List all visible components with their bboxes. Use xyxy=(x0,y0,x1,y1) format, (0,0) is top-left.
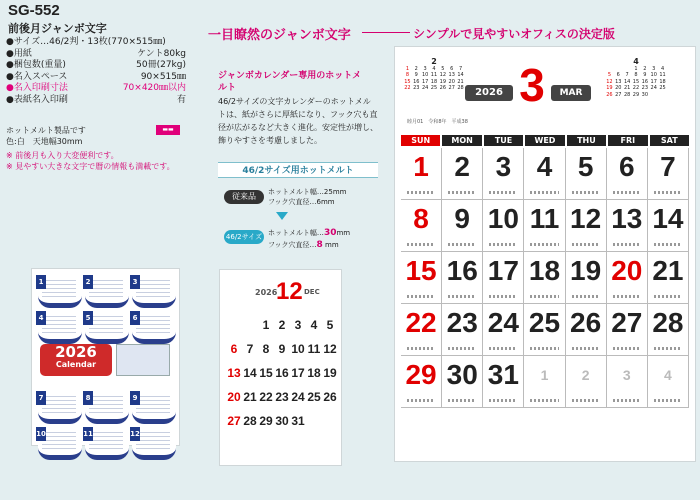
day-cell: 20 xyxy=(607,252,648,304)
day-cell: 13 xyxy=(607,200,648,252)
day-cell: 28 xyxy=(648,304,689,356)
spec-row xyxy=(6,95,186,107)
day-cell: 4 xyxy=(524,148,565,200)
day-grid xyxy=(401,148,689,408)
mini-day: 6 xyxy=(450,65,454,72)
mini-day: 27 xyxy=(615,91,622,98)
spec-value: 90×515㎜ xyxy=(140,71,186,82)
weekday-label: SUN xyxy=(401,135,440,146)
day-cell: 2 xyxy=(442,148,483,200)
mini-day: 26 xyxy=(439,85,447,91)
cover-year: 2026 xyxy=(55,343,97,361)
bc-subtitle: 睦月01 令和8年 平成38 xyxy=(407,119,468,125)
cover-month-grid xyxy=(89,393,123,416)
mini-day: 23 xyxy=(641,85,649,91)
c2-day: 13 xyxy=(227,366,241,380)
c2-week xyxy=(226,318,338,332)
day-cell: 6 xyxy=(607,148,648,200)
day-cell: 25 xyxy=(524,304,565,356)
day-cell: 30 xyxy=(442,356,483,408)
c2-day: 27 xyxy=(227,414,241,428)
day-cell: 8 xyxy=(401,200,442,252)
c2-day: 7 xyxy=(246,342,254,356)
cover-month-num: 11 xyxy=(83,427,93,441)
mini-day: 26 xyxy=(606,91,613,98)
spec-label: ●名入印刷寸法 xyxy=(6,83,68,93)
mini-day: 1 xyxy=(634,65,638,72)
c2-day: 3 xyxy=(294,318,302,332)
c2-day xyxy=(242,318,258,332)
cover-month-num: 10 xyxy=(36,427,46,441)
c2-week xyxy=(226,414,338,428)
main-calendar xyxy=(394,46,696,462)
c2-day: 11 xyxy=(307,342,321,356)
c2-day: 25 xyxy=(307,390,321,404)
c2-day: 4 xyxy=(310,318,318,332)
mini-day: 17 xyxy=(650,78,657,85)
c2-day: 23 xyxy=(275,390,289,404)
mini-day: 25 xyxy=(430,85,438,91)
mini-day: 17 xyxy=(421,78,429,85)
cover-month-grid xyxy=(42,277,76,300)
weekday-label: FRI xyxy=(608,135,647,146)
c2-day: 12 xyxy=(323,342,337,356)
cover-month-num: 4 xyxy=(36,311,46,325)
mini-day: 16 xyxy=(641,78,649,85)
cover-month-grid xyxy=(42,393,76,416)
c2-day: 29 xyxy=(259,414,273,428)
c2-day: 24 xyxy=(291,390,305,404)
day-cell: 10 xyxy=(483,200,524,252)
cover-month-grid xyxy=(136,393,170,416)
day-cell: 22 xyxy=(401,304,442,356)
mini-day: 13 xyxy=(448,72,455,78)
weekday-label: THU xyxy=(567,135,606,146)
c2-day: 2 xyxy=(278,318,286,332)
cover-banner xyxy=(40,344,112,376)
spec-row xyxy=(6,37,186,49)
day-cell: 14 xyxy=(648,200,689,252)
spec-label: ●用紙 xyxy=(6,48,32,59)
cover-month xyxy=(85,273,129,308)
mini-day: 9 xyxy=(643,72,647,78)
hotmelt-note: ホットメルト製品です 色:白 天地幅30mm xyxy=(6,126,86,146)
prev-month-mini: 2 1 2 3 4 5 6 7 8 9 10 11 12 13 14 15 16 17 18 19 20 21 22 23 24 25 26 27 28 xyxy=(404,57,464,91)
mini-day: 4 xyxy=(432,65,436,72)
cover-month-grid xyxy=(136,313,170,336)
notes: ※ 前後月も入り大変便利です。 ※ 見やすい大きな文字で曆の情報も満載です。 xyxy=(6,151,175,171)
desc-title: ジャンボカレンダー専用のホットメルト xyxy=(218,71,362,93)
cover-month xyxy=(132,273,176,308)
day-cell: 27 xyxy=(607,304,648,356)
cover-month-num: 2 xyxy=(83,275,93,289)
mini-day: 22 xyxy=(404,85,411,91)
spec-value: 70×420㎜以内 xyxy=(122,83,186,93)
day-cell: 1 xyxy=(524,356,565,408)
arrow-down-icon xyxy=(276,212,288,220)
c2-day: 21 xyxy=(243,390,257,404)
bc-month: 3 xyxy=(519,59,545,111)
mini-day: 28 xyxy=(457,85,464,91)
c2-day xyxy=(322,414,338,428)
c2-day xyxy=(306,414,322,428)
cover-month xyxy=(85,425,129,460)
cover-calendar xyxy=(31,268,180,446)
c2-day: 22 xyxy=(259,390,273,404)
weekday-label: TUE xyxy=(484,135,523,146)
c2-day: 15 xyxy=(259,366,273,380)
mini-day: 5 xyxy=(607,72,612,78)
cover-month-num: 8 xyxy=(83,391,93,405)
spec-label: ●サイズ…46/2判・13枚(770×515㎜) xyxy=(6,37,166,47)
cover-month xyxy=(132,425,176,460)
sample-calendar-december xyxy=(219,269,342,466)
c2-day: 10 xyxy=(291,342,305,356)
c2-day: 19 xyxy=(323,366,337,380)
mini-day: 8 xyxy=(405,72,410,78)
c2-month-label: DEC xyxy=(304,288,320,296)
cover-month-num: 9 xyxy=(130,391,140,405)
mini-day: 28 xyxy=(623,91,631,98)
c2-day xyxy=(226,318,242,332)
mini-day: 4 xyxy=(660,65,665,72)
cover-month-grid xyxy=(42,429,76,452)
mini-day: 27 xyxy=(448,85,455,91)
cover-month-num: 1 xyxy=(36,275,46,289)
mini-day: 10 xyxy=(650,72,657,78)
spec-row xyxy=(6,49,186,61)
mini-day: 21 xyxy=(457,78,464,85)
c2-day: 18 xyxy=(307,366,321,380)
c2-day: 5 xyxy=(326,318,334,332)
c2-day: 30 xyxy=(275,414,289,428)
mini-day: 30 xyxy=(641,91,649,98)
day-cell: 19 xyxy=(566,252,607,304)
mini-day: 3 xyxy=(652,65,656,72)
day-cell: 31 xyxy=(483,356,524,408)
c2-day: 9 xyxy=(278,342,286,356)
c2-week xyxy=(226,342,338,356)
cover-month-grid xyxy=(42,313,76,336)
mini-day: 15 xyxy=(404,78,411,85)
c2-week xyxy=(226,390,338,404)
cover-month-grid xyxy=(136,277,170,300)
mini-day: 18 xyxy=(430,78,438,85)
mini-day: 18 xyxy=(659,78,666,85)
size-bar: 46/2サイズ用ホットメルト xyxy=(218,162,378,178)
weekday-label: MON xyxy=(442,135,481,146)
spec-value: 有 xyxy=(176,94,186,105)
c2-day: 14 xyxy=(243,366,257,380)
mini-day: 29 xyxy=(632,91,640,98)
day-cell: 12 xyxy=(566,200,607,252)
cover-word: Calendar xyxy=(55,360,97,369)
mini-day: 24 xyxy=(650,85,657,91)
hotmelt-icon: ▬▬ xyxy=(156,125,180,135)
mini-day: 20 xyxy=(448,78,455,85)
spec-row xyxy=(6,83,186,95)
mini-day: 2 xyxy=(643,65,647,72)
mini-day: 6 xyxy=(616,72,620,78)
c2-week xyxy=(226,366,338,380)
mini-day: 14 xyxy=(457,72,464,78)
day-cell: 15 xyxy=(401,252,442,304)
weekday-label: WED xyxy=(525,135,564,146)
product-name: 前後月ジャンボ文字 xyxy=(8,22,107,35)
old-tag: 従来品 xyxy=(224,190,264,204)
c2-day: 6 xyxy=(230,342,238,356)
mini-day: 11 xyxy=(430,72,438,78)
next-month-mini: 4 1 2 3 4 5 6 7 8 9 10 11 12 13 14 15 16 17 18 19 20 21 22 23 24 25 26 27 28 29 30 xyxy=(606,57,666,98)
c2-day: 31 xyxy=(291,414,305,428)
mini-day: 12 xyxy=(606,78,613,85)
headline: 一目瞭然のジャンボ文字 xyxy=(208,28,351,43)
mini-day: 12 xyxy=(439,72,447,78)
mini-day: 23 xyxy=(413,85,420,91)
spec-value: 50冊(27kg) xyxy=(136,60,186,70)
c2-day: 20 xyxy=(227,390,241,404)
c2-year: 2026 xyxy=(255,288,278,297)
day-cell: 24 xyxy=(483,304,524,356)
day-cell: 23 xyxy=(442,304,483,356)
cover-month-num: 6 xyxy=(130,311,140,325)
cover-month-grid xyxy=(89,313,123,336)
bc-month-label: MAR xyxy=(551,85,591,101)
cover-month-num: 12 xyxy=(130,427,140,441)
mini-day: 14 xyxy=(623,78,631,85)
cover-month xyxy=(132,389,176,424)
cover-month xyxy=(85,389,129,424)
cover-month xyxy=(132,309,176,344)
weekday-label: SAT xyxy=(650,135,689,146)
day-cell: 17 xyxy=(483,252,524,304)
day-cell: 5 xyxy=(566,148,607,200)
mini-day: 7 xyxy=(458,65,463,72)
mini-day: 13 xyxy=(615,78,622,85)
mini-day: 2 xyxy=(414,65,418,72)
mini-day: 19 xyxy=(439,78,447,85)
headline-sub: シンプルで見やすいオフィスの決定版 xyxy=(413,27,615,41)
day-cell: 3 xyxy=(607,356,648,408)
mini-day: 7 xyxy=(625,72,629,78)
mini-day: 21 xyxy=(623,85,631,91)
bc-year: 2026 xyxy=(465,85,513,101)
cover-month xyxy=(38,425,82,460)
spec-label: ●名入スペース xyxy=(6,71,68,82)
day-cell: 21 xyxy=(648,252,689,304)
cover-month-grid xyxy=(136,429,170,452)
spec-row xyxy=(6,72,186,84)
c2-day: 28 xyxy=(243,414,257,428)
weekday-header xyxy=(401,135,689,146)
spec-value xyxy=(68,37,186,49)
spec-label: ●表紙名入印刷 xyxy=(6,94,68,105)
cover-month xyxy=(38,309,82,344)
day-cell: 18 xyxy=(524,252,565,304)
c2-month: 12 xyxy=(276,278,303,305)
cover-month xyxy=(38,273,82,308)
mini-day: 22 xyxy=(632,85,640,91)
mini-day: 8 xyxy=(634,72,638,78)
mini-day: 1 xyxy=(405,65,410,72)
mini-day: 24 xyxy=(421,85,429,91)
mini-day: 3 xyxy=(423,65,427,72)
c2-day: 1 xyxy=(262,318,270,332)
cover-month-num: 7 xyxy=(36,391,46,405)
mini-day: 16 xyxy=(413,78,420,85)
cover-month-grid xyxy=(89,429,123,452)
mini-day: 9 xyxy=(414,72,418,78)
mini-day: 5 xyxy=(441,65,445,72)
c2-day: 26 xyxy=(323,390,337,404)
desc-body: 46/2サイズの文字カレンダーのホットメルトは、紙がさらに厚紙になり、フック穴も直径が広がるなど大きく進化。安定性が増し、飾りやすさを考慮しました。 xyxy=(218,97,378,145)
c2-day: 8 xyxy=(262,342,270,356)
cover-month-num: 3 xyxy=(130,275,140,289)
cover-month xyxy=(85,309,129,344)
product-code: SG-552 xyxy=(8,2,60,19)
cover-month-grid xyxy=(89,277,123,300)
cover-month-num: 5 xyxy=(83,311,93,325)
day-cell: 7 xyxy=(648,148,689,200)
day-cell: 26 xyxy=(566,304,607,356)
mini-day: 19 xyxy=(606,85,613,91)
old-text: ホットメルト幅…25mm フック穴直径…6mm xyxy=(268,188,347,206)
day-cell: 2 xyxy=(566,356,607,408)
mini-day: 11 xyxy=(659,72,666,78)
mini-day: 20 xyxy=(615,85,622,91)
mini-day: 25 xyxy=(659,85,666,91)
mini-day: 15 xyxy=(632,78,640,85)
mini-day: 10 xyxy=(421,72,429,78)
spec-label: ●梱包数(重量) xyxy=(6,60,66,70)
day-cell: 16 xyxy=(442,252,483,304)
day-cell: 11 xyxy=(524,200,565,252)
new-tag: 46/2サイズ xyxy=(224,230,264,244)
c2-day: 17 xyxy=(291,366,305,380)
spec-value: ケント80kg xyxy=(137,48,186,59)
cover-month xyxy=(38,389,82,424)
day-cell: 1 xyxy=(401,148,442,200)
new-text: ホットメルト幅…30mm フック穴直径…8 mm xyxy=(268,228,351,250)
day-cell: 29 xyxy=(401,356,442,408)
cover-name-box xyxy=(116,344,170,376)
spec-row xyxy=(6,60,186,72)
spec-list xyxy=(6,37,186,106)
day-cell: 4 xyxy=(648,356,689,408)
day-cell: 9 xyxy=(442,200,483,252)
day-cell: 3 xyxy=(483,148,524,200)
headline-divider xyxy=(362,32,410,33)
c2-day: 16 xyxy=(275,366,289,380)
